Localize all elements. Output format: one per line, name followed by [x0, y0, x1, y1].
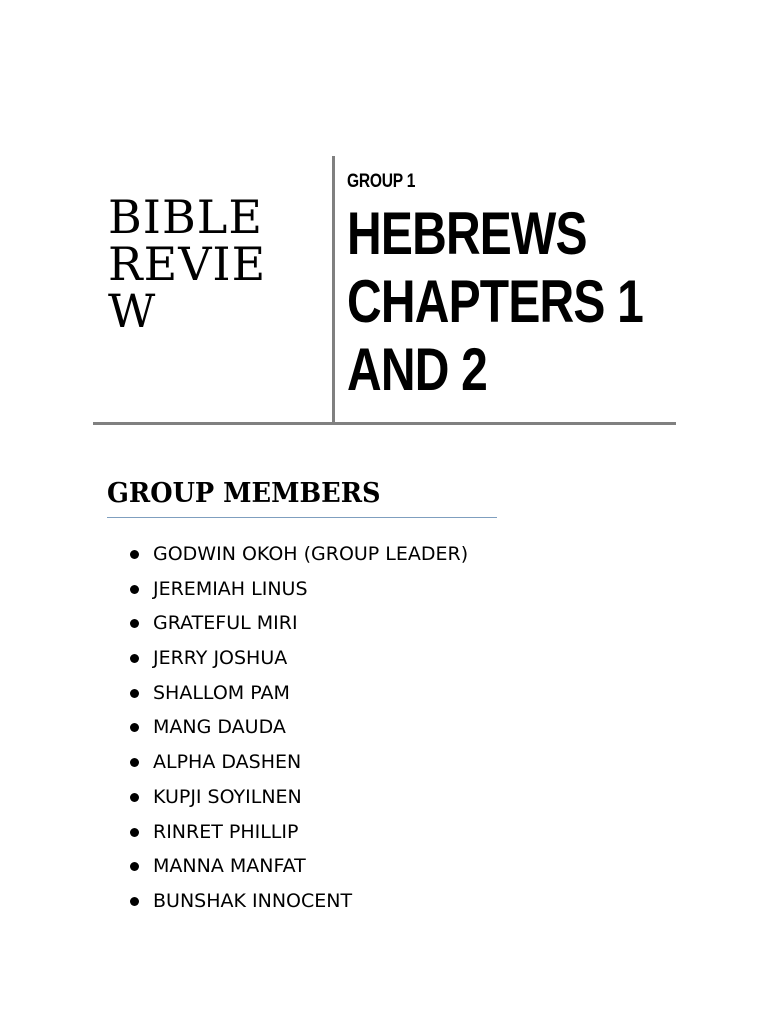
main-title [347, 200, 667, 404]
list-item [130, 884, 468, 919]
main-title-line: AND 2 [347, 336, 488, 403]
member-name: JERRY JOSHUA [153, 647, 288, 670]
member-name: MANG DAUDA [153, 716, 286, 739]
list-item [130, 676, 468, 711]
list-item [130, 780, 468, 815]
cover-side-title-line: W [108, 284, 157, 338]
bullet-icon [130, 862, 139, 871]
main-title-line: CHAPTERS 1 [347, 268, 644, 335]
list-item [130, 745, 468, 780]
horizontal-divider [93, 422, 676, 425]
member-name: RINRET PHILLIP [153, 820, 299, 843]
member-name: SHALLOM PAM [153, 681, 290, 704]
list-item [130, 537, 468, 572]
bullet-icon [130, 758, 139, 767]
main-title-line: HEBREWS [347, 200, 587, 267]
bullet-icon [130, 828, 139, 837]
members-heading: GROUP MEMBERS [107, 478, 381, 509]
vertical-divider [332, 156, 335, 424]
cover-side-title-line: BIBLE [108, 190, 263, 244]
cover-side-title-line: REVIE [108, 237, 267, 291]
bullet-icon [130, 793, 139, 802]
heading-underline [107, 517, 497, 518]
list-item [130, 572, 468, 607]
member-name: JEREMIAH LINUS [153, 577, 308, 600]
group-label: GROUP 1 [347, 171, 416, 192]
list-item [130, 849, 468, 884]
cover-side-title [108, 190, 323, 338]
bullet-icon [130, 723, 139, 732]
bullet-icon [130, 585, 139, 594]
bullet-icon [130, 897, 139, 906]
bullet-icon [130, 689, 139, 698]
member-name: BUNSHAK INNOCENT [153, 889, 353, 912]
list-item [130, 815, 468, 850]
bullet-icon [130, 619, 139, 628]
bullet-icon [130, 550, 139, 559]
member-name: MANNA MANFAT [153, 855, 306, 878]
member-name: GRATEFUL MIRI [153, 612, 298, 635]
list-item [130, 606, 468, 641]
list-item [130, 641, 468, 676]
members-list [130, 537, 468, 919]
member-name: ALPHA DASHEN [153, 751, 302, 774]
list-item [130, 710, 468, 745]
member-name: KUPJI SOYILNEN [153, 785, 302, 808]
member-name: GODWIN OKOH (GROUP LEADER) [153, 543, 469, 565]
bullet-icon [130, 654, 139, 663]
